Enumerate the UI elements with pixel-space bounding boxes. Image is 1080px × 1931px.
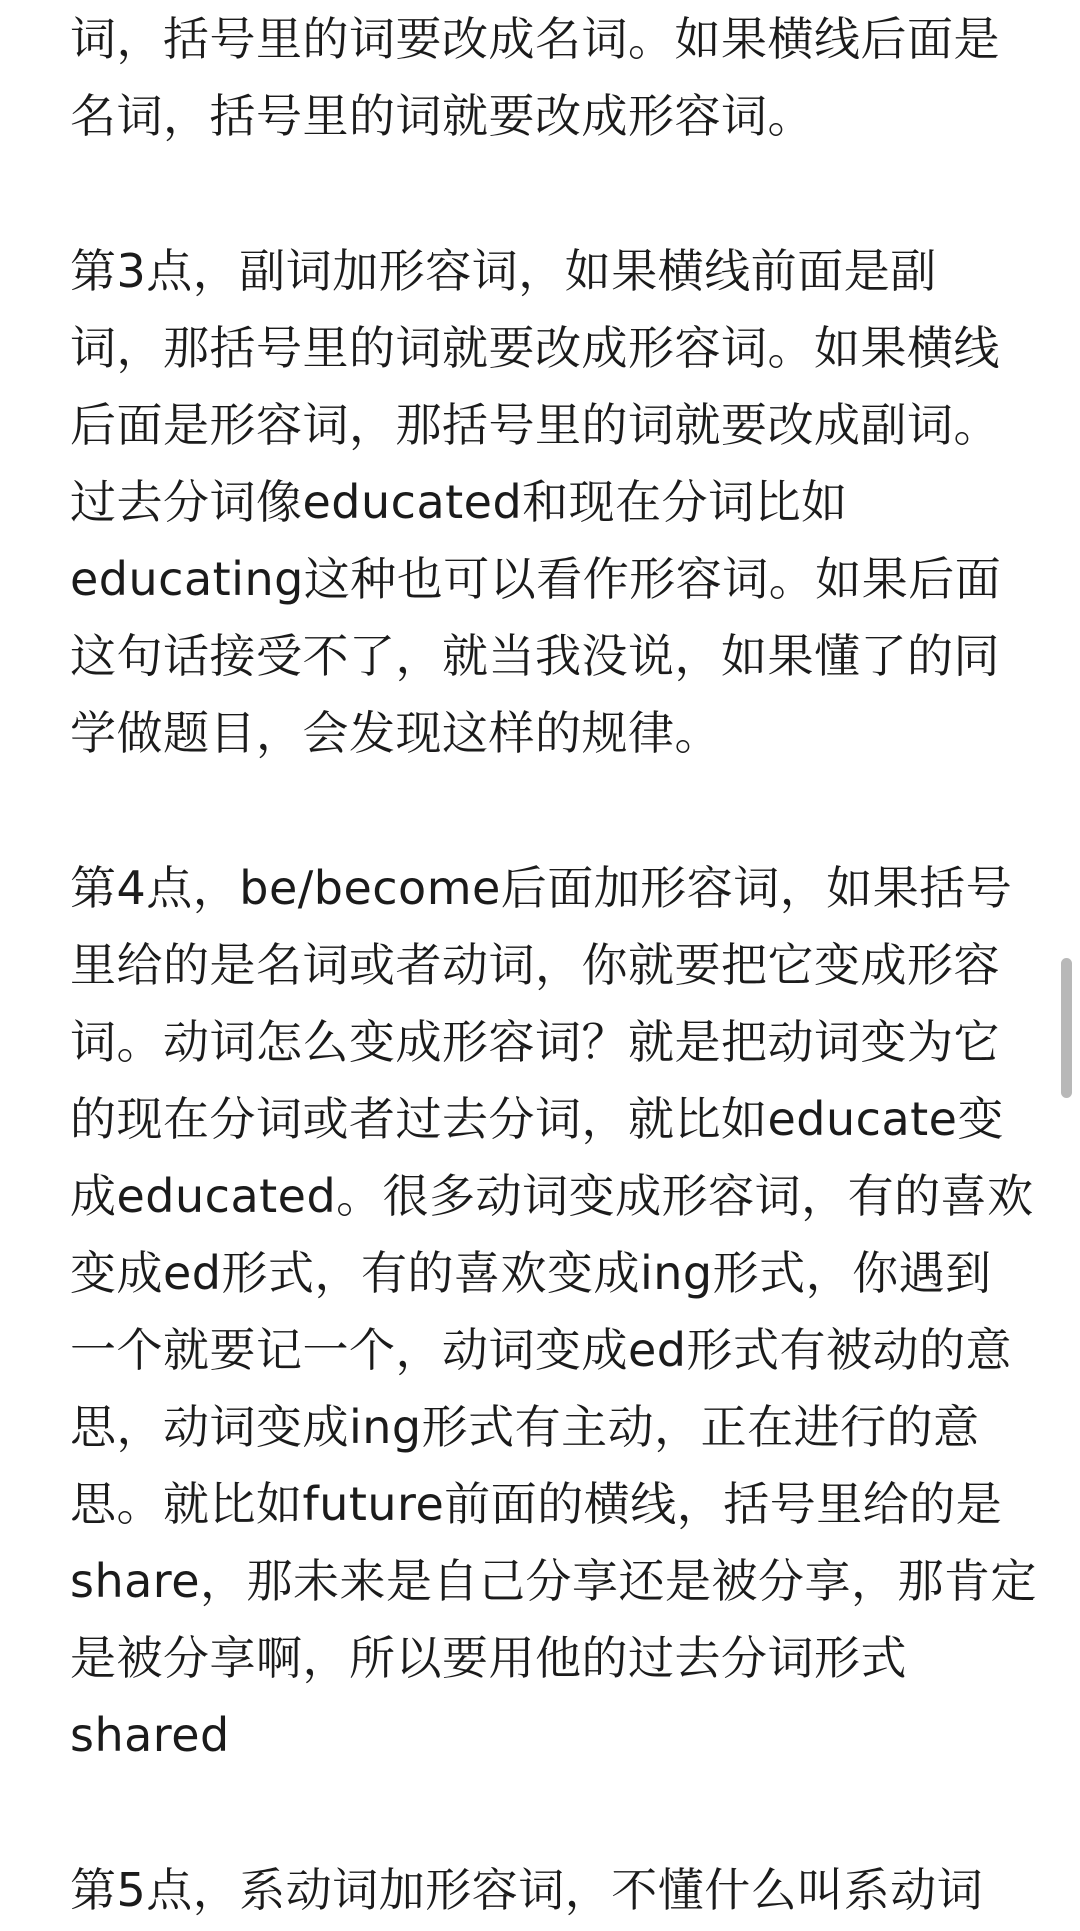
text-line: 的现在分词或者过去分词，就比如educate变: [70, 1092, 1004, 1146]
paragraph-point-4: [70, 850, 1038, 1774]
text-line: 里给的是名词或者动词，你就要把它变成形容: [70, 938, 1000, 992]
text-line: 词，括号里的词要改成名词。如果横线后面是: [70, 12, 1000, 66]
text-line: educating这种也可以看作形容词。如果后面: [70, 552, 1002, 606]
paragraph-point-3: [70, 233, 1020, 772]
text-line: shared: [70, 1708, 230, 1762]
text-line: 变成ed形式，有的喜欢变成ing形式，你遇到: [70, 1246, 992, 1300]
text-line: 第5点，系动词加形容词，不懂什么叫系动词: [70, 1863, 984, 1917]
paragraph-gap: [70, 155, 1020, 233]
paragraph-gap: [70, 772, 1020, 850]
text-line: 学做题目，会发现这样的规律。: [70, 706, 721, 760]
text-line: 第3点，副词加形容词，如果横线前面是副: [70, 244, 937, 298]
text-line: share，那未来是自己分享还是被分享，那肯定: [70, 1554, 1038, 1608]
text-line: 过去分词像educated和现在分词比如: [70, 475, 848, 529]
text-line: 词，那括号里的词就要改成形容词。如果横线: [70, 321, 1000, 375]
text-line: 一个就要记一个，动词变成ed形式有被动的意: [70, 1323, 1012, 1377]
text-line: 是被分享啊，所以要用他的过去分词形式: [70, 1631, 907, 1685]
paragraph-point-5: [70, 1852, 1020, 1929]
article-body: [70, 0, 1038, 1929]
text-line: 思。就比如future前面的横线，括号里给的是: [70, 1477, 1003, 1531]
text-line: 思，动词变成ing形式有主动，正在进行的意: [70, 1400, 980, 1454]
text-line: 第4点，be/become后面加形容词，如果括号: [70, 861, 1013, 915]
text-line: 这句话接受不了，就当我没说，如果懂了的同: [70, 629, 1000, 683]
vertical-scrollbar-thumb[interactable]: [1061, 958, 1072, 1098]
paragraph-gap: [70, 1774, 1020, 1852]
text-line: 词。动词怎么变成形容词？就是把动词变为它: [70, 1015, 1000, 1069]
paragraph-1: [70, 1, 1020, 155]
text-line: 名词，括号里的词就要改成形容词。: [70, 89, 814, 143]
text-line: 成educated。很多动词变成形容词，有的喜欢: [70, 1169, 1034, 1223]
text-line: 后面是形容词，那括号里的词就要改成副词。: [70, 398, 1000, 452]
